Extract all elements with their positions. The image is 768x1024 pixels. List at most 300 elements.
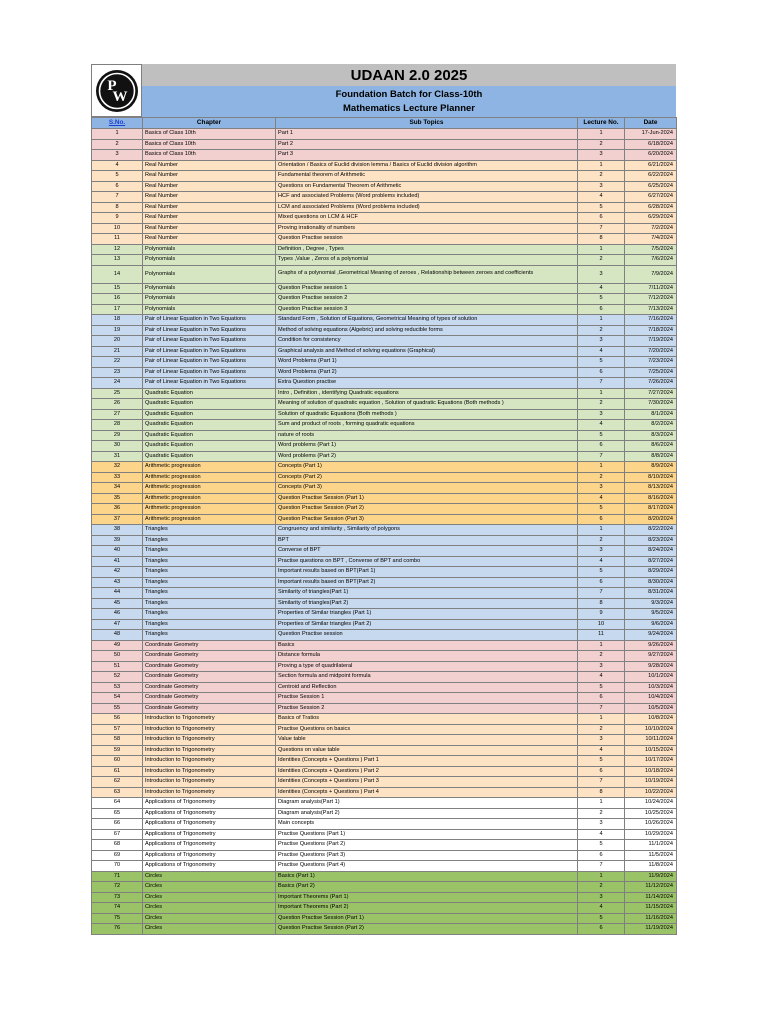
cell-subtopic: Definition , Degree , Types <box>276 244 578 255</box>
cell-sno: 52 <box>92 672 143 683</box>
cell-sno: 32 <box>92 462 143 473</box>
table-header-row <box>92 118 677 129</box>
cell-date: 10/8/2024 <box>625 714 677 725</box>
cell-chapter: Coordinate Geometry <box>143 651 276 662</box>
cell-sno: 11 <box>92 234 143 245</box>
cell-chapter: Quadratic Equation <box>143 388 276 399</box>
table-row <box>92 682 677 693</box>
cell-subtopic: Questions on Fundamental Theorem of Arithmetic <box>276 181 578 192</box>
cell-date: 9/3/2024 <box>625 598 677 609</box>
cell-subtopic: Part 1 <box>276 129 578 140</box>
cell-subtopic: Important results based on BPT(Part 1) <box>276 567 578 578</box>
cell-lecture: 7 <box>578 588 625 599</box>
cell-subtopic: Identities (Concepts + Questions ) Part 4 <box>276 787 578 798</box>
cell-lecture: 3 <box>578 265 625 283</box>
cell-chapter: Triangles <box>143 609 276 620</box>
cell-lecture: 1 <box>578 525 625 536</box>
cell-lecture: 4 <box>578 420 625 431</box>
table-row <box>92 420 677 431</box>
cell-chapter: Basics of Class 10th <box>143 139 276 150</box>
cell-subtopic: Value table <box>276 735 578 746</box>
cell-chapter: Circles <box>143 924 276 935</box>
cell-lecture: 6 <box>578 213 625 224</box>
cell-subtopic: Diagram analysis(Part 2) <box>276 808 578 819</box>
cell-subtopic: Word Problems (Part 2) <box>276 367 578 378</box>
cell-subtopic: Distance formula <box>276 651 578 662</box>
table-row <box>92 430 677 441</box>
pw-logo <box>91 64 142 117</box>
cell-subtopic: Intro , Definition , identifying Quadratic equations <box>276 388 578 399</box>
cell-sno: 43 <box>92 577 143 588</box>
cell-subtopic: Practise Questions (Part 2) <box>276 840 578 851</box>
table-row <box>92 913 677 924</box>
cell-lecture: 7 <box>578 703 625 714</box>
cell-lecture: 1 <box>578 244 625 255</box>
cell-date: 9/6/2024 <box>625 619 677 630</box>
cell-sno: 48 <box>92 630 143 641</box>
table-row <box>92 535 677 546</box>
cell-lecture: 3 <box>578 735 625 746</box>
cell-lecture: 5 <box>578 294 625 305</box>
cell-date: 11/1/2024 <box>625 840 677 851</box>
cell-subtopic: Similarity of triangles(Part 2) <box>276 598 578 609</box>
table-row <box>92 840 677 851</box>
cell-sno: 17 <box>92 304 143 315</box>
cell-date: 8/31/2024 <box>625 588 677 599</box>
table-row <box>92 160 677 171</box>
cell-chapter: Triangles <box>143 567 276 578</box>
cell-subtopic: Condition for consistency <box>276 336 578 347</box>
cell-date: 9/5/2024 <box>625 609 677 620</box>
cell-sno: 64 <box>92 798 143 809</box>
cell-lecture: 5 <box>578 357 625 368</box>
table-row <box>92 903 677 914</box>
cell-chapter: Real Number <box>143 160 276 171</box>
cell-chapter: Arithmetic progression <box>143 493 276 504</box>
table-row <box>92 619 677 630</box>
cell-subtopic: HCF and associated Problems (Word problems included) <box>276 192 578 203</box>
cell-sno: 53 <box>92 682 143 693</box>
cell-chapter: Arithmetic progression <box>143 514 276 525</box>
cell-date: 10/10/2024 <box>625 724 677 735</box>
cell-date: 6/21/2024 <box>625 160 677 171</box>
cell-subtopic: Identities (Concepts + Questions ) Part 1 <box>276 756 578 767</box>
cell-subtopic: Graphs of a polynomial ,Geometrical Meaning of zeroes , Relationship between zeroes and coefficients <box>276 265 578 283</box>
planner-header <box>91 64 676 117</box>
cell-subtopic: Converse of BPT <box>276 546 578 557</box>
svg-text:W: W <box>112 88 127 105</box>
cell-lecture: 6 <box>578 367 625 378</box>
cell-sno: 1 <box>92 129 143 140</box>
column-header-chapter: Chapter <box>143 118 276 129</box>
cell-chapter: Basics of Class 10th <box>143 129 276 140</box>
cell-lecture: 1 <box>578 871 625 882</box>
cell-lecture: 6 <box>578 514 625 525</box>
cell-date: 7/18/2024 <box>625 325 677 336</box>
cell-subtopic: Question Practise session 3 <box>276 304 578 315</box>
table-row <box>92 367 677 378</box>
cell-chapter: Pair of Linear Equation in Two Equations <box>143 315 276 326</box>
table-row <box>92 546 677 557</box>
cell-chapter: Arithmetic progression <box>143 462 276 473</box>
cell-lecture: 2 <box>578 882 625 893</box>
cell-chapter: Real Number <box>143 234 276 245</box>
cell-date: 8/23/2024 <box>625 535 677 546</box>
cell-sno: 61 <box>92 766 143 777</box>
svg-text:P: P <box>106 77 117 94</box>
table-row <box>92 871 677 882</box>
table-row <box>92 661 677 672</box>
cell-date: 8/16/2024 <box>625 493 677 504</box>
cell-sno: 38 <box>92 525 143 536</box>
table-row <box>92 724 677 735</box>
cell-date: 7/6/2024 <box>625 255 677 266</box>
cell-sno: 40 <box>92 546 143 557</box>
cell-chapter: Arithmetic progression <box>143 483 276 494</box>
cell-chapter: Introduction to Trigonometry <box>143 735 276 746</box>
table-row <box>92 244 677 255</box>
cell-lecture: 1 <box>578 129 625 140</box>
cell-date: 6/22/2024 <box>625 171 677 182</box>
cell-date: 10/15/2024 <box>625 745 677 756</box>
cell-subtopic: Solution of quadratic Equations (Both methods ) <box>276 409 578 420</box>
table-row <box>92 829 677 840</box>
cell-date: 6/18/2024 <box>625 139 677 150</box>
cell-chapter: Coordinate Geometry <box>143 640 276 651</box>
cell-lecture: 5 <box>578 756 625 767</box>
cell-date: 8/30/2024 <box>625 577 677 588</box>
cell-chapter: Introduction to Trigonometry <box>143 714 276 725</box>
cell-subtopic: Congruency and similarity , Similarity of polygons <box>276 525 578 536</box>
cell-chapter: Circles <box>143 903 276 914</box>
cell-chapter: Circles <box>143 882 276 893</box>
cell-sno: 14 <box>92 265 143 283</box>
cell-subtopic: Centroid and Reflection <box>276 682 578 693</box>
cell-date: 6/27/2024 <box>625 192 677 203</box>
table-row <box>92 808 677 819</box>
cell-subtopic: Concepts (Part 3) <box>276 483 578 494</box>
table-row <box>92 567 677 578</box>
cell-date: 8/2/2024 <box>625 420 677 431</box>
cell-date: 8/10/2024 <box>625 472 677 483</box>
cell-lecture: 4 <box>578 556 625 567</box>
cell-subtopic: Important Theorems (Part 2) <box>276 903 578 914</box>
cell-subtopic: Basics (Part 2) <box>276 882 578 893</box>
cell-date: 7/5/2024 <box>625 244 677 255</box>
table-row <box>92 577 677 588</box>
cell-chapter: Pair of Linear Equation in Two Equations <box>143 325 276 336</box>
table-row <box>92 294 677 305</box>
cell-subtopic: Question Practise Session (Part 2) <box>276 924 578 935</box>
cell-lecture: 3 <box>578 150 625 161</box>
cell-date: 11/8/2024 <box>625 861 677 872</box>
cell-lecture: 5 <box>578 430 625 441</box>
cell-date: 9/27/2024 <box>625 651 677 662</box>
table-row <box>92 766 677 777</box>
cell-chapter: Polynomials <box>143 244 276 255</box>
table-row <box>92 357 677 368</box>
table-row <box>92 504 677 515</box>
table-row <box>92 451 677 462</box>
cell-sno: 12 <box>92 244 143 255</box>
table-row <box>92 315 677 326</box>
cell-chapter: Coordinate Geometry <box>143 661 276 672</box>
table-row <box>92 525 677 536</box>
cell-chapter: Polynomials <box>143 265 276 283</box>
cell-sno: 15 <box>92 283 143 294</box>
column-header-subtopics: Sub Topics <box>276 118 578 129</box>
cell-sno: 41 <box>92 556 143 567</box>
cell-chapter: Real Number <box>143 171 276 182</box>
cell-subtopic: Standard Form , Solution of Equations, Geometrical Meaning of types of solution <box>276 315 578 326</box>
table-row <box>92 630 677 641</box>
cell-sno: 30 <box>92 441 143 452</box>
table-row <box>92 213 677 224</box>
cell-lecture: 2 <box>578 651 625 662</box>
cell-date: 7/19/2024 <box>625 336 677 347</box>
cell-lecture: 4 <box>578 346 625 357</box>
cell-sno: 37 <box>92 514 143 525</box>
table-row <box>92 234 677 245</box>
cell-lecture: 8 <box>578 234 625 245</box>
cell-lecture: 1 <box>578 388 625 399</box>
cell-lecture: 7 <box>578 223 625 234</box>
cell-chapter: Pair of Linear Equation in Two Equations <box>143 367 276 378</box>
cell-sno: 16 <box>92 294 143 305</box>
cell-chapter: Applications of Trigonometry <box>143 850 276 861</box>
cell-lecture: 1 <box>578 315 625 326</box>
cell-subtopic: Practise Questions (Part 4) <box>276 861 578 872</box>
cell-subtopic: Practise Session 1 <box>276 693 578 704</box>
table-row <box>92 325 677 336</box>
cell-subtopic: Meaning of solution of quadratic equation , Solution of quadratic Equations (Both methods ) <box>276 399 578 410</box>
table-row <box>92 819 677 830</box>
cell-sno: 42 <box>92 567 143 578</box>
cell-lecture: 6 <box>578 693 625 704</box>
cell-sno: 34 <box>92 483 143 494</box>
table-row <box>92 171 677 182</box>
cell-subtopic: Question Practise session 1 <box>276 283 578 294</box>
cell-subtopic: Important Theorems (Part 1) <box>276 892 578 903</box>
cell-subtopic: Question Practise Session (Part 1) <box>276 913 578 924</box>
cell-date: 9/26/2024 <box>625 640 677 651</box>
cell-chapter: Introduction to Trigonometry <box>143 766 276 777</box>
cell-lecture: 7 <box>578 777 625 788</box>
planner-subtitle <box>142 86 676 117</box>
cell-lecture: 3 <box>578 892 625 903</box>
cell-chapter: Coordinate Geometry <box>143 682 276 693</box>
cell-subtopic: Sum and product of roots , forming quadratic equations <box>276 420 578 431</box>
cell-lecture: 2 <box>578 171 625 182</box>
cell-lecture: 4 <box>578 903 625 914</box>
cell-date: 7/11/2024 <box>625 283 677 294</box>
cell-date: 10/19/2024 <box>625 777 677 788</box>
cell-lecture: 3 <box>578 661 625 672</box>
cell-date: 10/5/2024 <box>625 703 677 714</box>
cell-subtopic: Proving irrationality of numbers <box>276 223 578 234</box>
table-row <box>92 283 677 294</box>
cell-lecture: 5 <box>578 840 625 851</box>
cell-subtopic: Practise questions on BPT , Converse of BPT and combo <box>276 556 578 567</box>
cell-date: 10/1/2024 <box>625 672 677 683</box>
cell-date: 10/24/2024 <box>625 798 677 809</box>
table-row <box>92 798 677 809</box>
column-header-sno[interactable]: S.No. <box>92 118 143 129</box>
cell-date: 6/25/2024 <box>625 181 677 192</box>
cell-date: 11/9/2024 <box>625 871 677 882</box>
cell-subtopic: Fundamental theorem of Arithmetic <box>276 171 578 182</box>
cell-subtopic: Identities (Concepts + Questions ) Part 3 <box>276 777 578 788</box>
table-row <box>92 378 677 389</box>
cell-sno: 28 <box>92 420 143 431</box>
cell-date: 10/17/2024 <box>625 756 677 767</box>
cell-sno: 67 <box>92 829 143 840</box>
cell-sno: 21 <box>92 346 143 357</box>
table-row <box>92 150 677 161</box>
cell-lecture: 1 <box>578 462 625 473</box>
cell-date: 10/4/2024 <box>625 693 677 704</box>
cell-sno: 59 <box>92 745 143 756</box>
cell-sno: 57 <box>92 724 143 735</box>
cell-subtopic: Part 2 <box>276 139 578 150</box>
cell-lecture: 1 <box>578 798 625 809</box>
table-row <box>92 192 677 203</box>
cell-date: 7/9/2024 <box>625 265 677 283</box>
cell-sno: 2 <box>92 139 143 150</box>
cell-sno: 65 <box>92 808 143 819</box>
cell-lecture: 2 <box>578 139 625 150</box>
cell-date: 8/17/2024 <box>625 504 677 515</box>
cell-chapter: Applications of Trigonometry <box>143 861 276 872</box>
cell-chapter: Arithmetic progression <box>143 504 276 515</box>
cell-chapter: Introduction to Trigonometry <box>143 756 276 767</box>
table-body <box>92 129 677 935</box>
cell-chapter: Quadratic Equation <box>143 420 276 431</box>
column-header-date: Date <box>625 118 677 129</box>
cell-lecture: 6 <box>578 766 625 777</box>
cell-date: 8/24/2024 <box>625 546 677 557</box>
cell-lecture: 5 <box>578 913 625 924</box>
table-row <box>92 388 677 399</box>
cell-date: 8/27/2024 <box>625 556 677 567</box>
cell-lecture: 1 <box>578 714 625 725</box>
cell-lecture: 7 <box>578 861 625 872</box>
table-row <box>92 304 677 315</box>
cell-date: 9/28/2024 <box>625 661 677 672</box>
cell-date: 9/24/2024 <box>625 630 677 641</box>
cell-lecture: 10 <box>578 619 625 630</box>
table-row <box>92 756 677 767</box>
table-row <box>92 336 677 347</box>
cell-lecture: 6 <box>578 441 625 452</box>
cell-sno: 18 <box>92 315 143 326</box>
cell-subtopic: Word Problems (Part 1) <box>276 357 578 368</box>
cell-sno: 27 <box>92 409 143 420</box>
cell-sno: 54 <box>92 693 143 704</box>
cell-subtopic: Main concepts <box>276 819 578 830</box>
cell-chapter: Triangles <box>143 619 276 630</box>
cell-sno: 33 <box>92 472 143 483</box>
table-row <box>92 472 677 483</box>
cell-chapter: Applications of Trigonometry <box>143 819 276 830</box>
cell-lecture: 1 <box>578 640 625 651</box>
cell-sno: 19 <box>92 325 143 336</box>
table-row <box>92 265 677 283</box>
cell-sno: 62 <box>92 777 143 788</box>
cell-chapter: Basics of Class 10th <box>143 150 276 161</box>
cell-sno: 72 <box>92 882 143 893</box>
cell-date: 10/25/2024 <box>625 808 677 819</box>
cell-subtopic: Extra Question practise <box>276 378 578 389</box>
cell-sno: 51 <box>92 661 143 672</box>
cell-sno: 24 <box>92 378 143 389</box>
cell-chapter: Triangles <box>143 630 276 641</box>
cell-sno: 69 <box>92 850 143 861</box>
cell-subtopic: Question Practise session 2 <box>276 294 578 305</box>
cell-sno: 73 <box>92 892 143 903</box>
table-row <box>92 399 677 410</box>
cell-sno: 6 <box>92 181 143 192</box>
cell-lecture: 7 <box>578 378 625 389</box>
cell-chapter: Triangles <box>143 535 276 546</box>
cell-lecture: 3 <box>578 409 625 420</box>
cell-subtopic: Diagram analysis(Part 1) <box>276 798 578 809</box>
table-row <box>92 651 677 662</box>
cell-chapter: Pair of Linear Equation in Two Equations <box>143 378 276 389</box>
cell-chapter: Arithmetic progression <box>143 472 276 483</box>
cell-date: 8/8/2024 <box>625 451 677 462</box>
cell-date: 6/20/2024 <box>625 150 677 161</box>
cell-date: 7/26/2024 <box>625 378 677 389</box>
cell-sno: 76 <box>92 924 143 935</box>
cell-sno: 5 <box>92 171 143 182</box>
cell-subtopic: Proving a type of quadrilateral <box>276 661 578 672</box>
cell-sno: 60 <box>92 756 143 767</box>
cell-sno: 8 <box>92 202 143 213</box>
table-row <box>92 777 677 788</box>
cell-date: 8/9/2024 <box>625 462 677 473</box>
table-row <box>92 556 677 567</box>
cell-sno: 46 <box>92 609 143 620</box>
table-row <box>92 598 677 609</box>
cell-lecture: 2 <box>578 399 625 410</box>
cell-lecture: 4 <box>578 493 625 504</box>
table-row <box>92 139 677 150</box>
cell-date: 8/6/2024 <box>625 441 677 452</box>
cell-lecture: 4 <box>578 829 625 840</box>
cell-lecture: 7 <box>578 451 625 462</box>
cell-date: 7/12/2024 <box>625 294 677 305</box>
cell-subtopic: Practise Questions on basics <box>276 724 578 735</box>
cell-sno: 20 <box>92 336 143 347</box>
cell-chapter: Real Number <box>143 181 276 192</box>
cell-lecture: 11 <box>578 630 625 641</box>
table-row <box>92 441 677 452</box>
cell-subtopic: Section formula and midpoint formula <box>276 672 578 683</box>
cell-chapter: Applications of Trigonometry <box>143 840 276 851</box>
cell-date: 10/26/2024 <box>625 819 677 830</box>
cell-sno: 4 <box>92 160 143 171</box>
cell-sno: 36 <box>92 504 143 515</box>
cell-date: 8/13/2024 <box>625 483 677 494</box>
table-row <box>92 493 677 504</box>
cell-lecture: 2 <box>578 472 625 483</box>
cell-subtopic: nature of roots <box>276 430 578 441</box>
cell-chapter: Real Number <box>143 213 276 224</box>
cell-chapter: Circles <box>143 871 276 882</box>
cell-date: 6/28/2024 <box>625 202 677 213</box>
cell-chapter: Triangles <box>143 556 276 567</box>
